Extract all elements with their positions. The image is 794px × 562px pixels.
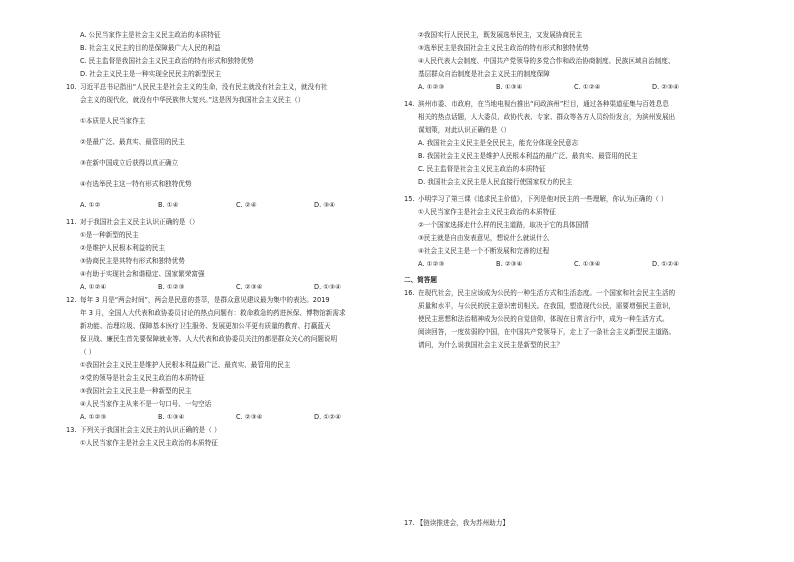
q13-item-3: ③选举民主是我国社会主义民主政治的特有形式和独特优势 xyxy=(418,44,589,52)
q16-text-1: 在现代社会，民主应该成为公民的一种生活方式和生活态度。一个国家和社会民主生活的 xyxy=(418,289,676,297)
q11-item-2: ②是维护人民根本利益的民主 xyxy=(80,244,166,252)
q9-option-b: B. 社会主义民主的目的是保障最广大人民的利益 xyxy=(80,44,221,52)
q11-choice-d: D. ①③④ xyxy=(314,283,342,291)
q17-number: 17. xyxy=(404,519,415,527)
q14-option-a: A. 我国社会主义民主是全民民主，能充分体现全民意志 xyxy=(418,139,579,147)
q10-choice-b: B. ①④ xyxy=(158,201,179,209)
q13-item-4: ④人民代表大会制度、中国共产党领导的多党合作和政治协商制度、民族区域自治制度、 xyxy=(418,57,675,65)
q13-choice-a: A. ①②③ xyxy=(418,83,445,91)
q16-number: 16. xyxy=(404,289,415,297)
q11-item-4: ④有助于实现社会和谐稳定、国家繁荣富强 xyxy=(80,270,205,278)
q16-text-4: 阅读回答，一度贫弱的中国，在中国共产党领导下，走上了一条社会主义新型民主道路。 xyxy=(418,328,676,336)
question-11 xyxy=(66,217,396,279)
q10-item-1: ①本质是人民当家作主 xyxy=(80,117,146,125)
q12-choice-b: B. ①③④ xyxy=(158,413,185,421)
q14-stem-1: 滨州市委、市政府，在当地电视台推出“问政滨州”栏目，通过各种渠道征集与百姓息息 xyxy=(418,100,669,108)
q13-item-1: ①人民当家作主是社会主义民主政治的本质特征 xyxy=(80,439,218,447)
q13-choice-c: C. ①②④ xyxy=(574,83,601,91)
q12-number: 12. xyxy=(66,296,77,304)
q11-item-3: ③协商民主是其特有形式和独特优势 xyxy=(80,257,185,265)
q10-item-4: ④有选举民主这一特有形式和独特优势 xyxy=(80,180,192,188)
q15-item-3: ③民主就是自由发表意见，想说什么就说什么 xyxy=(418,234,550,242)
q16-text-3: 使民主思想和法治精神成为公民的自觉信仰，体现在日常言行中，成为一种生活方式。 xyxy=(418,315,669,323)
q12-item-2: ②党的领导是社会主义民主政治的本质特征 xyxy=(80,374,205,382)
q13-choice-d: D. ②③④ xyxy=(652,83,680,91)
q14-option-d: D. 我国社会主义民主是人民直接行使国家权力的民主 xyxy=(418,178,573,186)
q15-number: 15. xyxy=(404,195,415,203)
q11-choices xyxy=(66,282,396,292)
q12-stem-5: （ ） xyxy=(80,348,96,356)
question-14 xyxy=(404,99,734,187)
q12-choice-c: C. ②③④ xyxy=(236,413,263,421)
q10-item-2: ②是最广泛、最真实、最管用的民主 xyxy=(80,138,185,146)
q12-item-1: ①我国社会主义民主是维护人民根本利益最广泛、最真实、最管用的民主 xyxy=(80,361,291,369)
left-column xyxy=(66,30,396,448)
q10-number: 10. xyxy=(66,83,77,91)
question-12 xyxy=(66,295,396,409)
q11-choice-b: B. ①②③ xyxy=(158,283,185,291)
q13-choices xyxy=(404,82,734,92)
q9-option-c: C. 民主监督是我国社会主义民主政治的特有形式和独特优势 xyxy=(80,57,254,65)
q11-choice-c: C. ②③④ xyxy=(236,283,263,291)
question-17 xyxy=(404,518,509,528)
q17-title: 【链读推进会，我为苏州助力】 xyxy=(416,519,509,527)
q11-stem: 对于我国社会主义民主认识正确的是（） xyxy=(80,218,199,226)
q13-item-2: ②我国实行人民民主，既发展选举民主，又发展协商民主 xyxy=(418,31,583,39)
q13-item-4-cont: 基层群众自治制度是社会主义民主的制度保障 xyxy=(418,70,550,78)
q14-option-c: C. 民主监督是社会主义民主政治的本质特征 xyxy=(418,165,546,173)
q9-option-a: A. 公民当家作主是社会主义民主政治的本质特征 xyxy=(80,31,221,39)
q15-choice-a: A. ①②③ xyxy=(418,260,445,268)
question-16 xyxy=(404,288,734,350)
q15-choice-c: C. ①③④ xyxy=(574,260,601,268)
q13-stem: 下列关于我国社会主义民主的认识正确的是（ ） xyxy=(80,426,221,434)
q12-stem-3: 新功能、治理垃圾、保障基本医疗卫生服务、发展更加公平更有质量的教育、打赢蓝天 xyxy=(80,322,331,330)
q12-choices xyxy=(66,412,396,422)
q15-item-4: ④社会主义民主是一个不断发展和完善的过程 xyxy=(418,247,550,255)
right-column xyxy=(404,30,734,350)
q12-choice-a: A. ①②③ xyxy=(80,413,107,421)
q16-text-5: 请问，为什么说我国社会主义民主是新型的民主？ xyxy=(418,341,564,349)
q9-option-d: D. 社会主义民主是一种实现全民民主的新型民主 xyxy=(80,70,222,78)
q12-item-4: ④人民当家作主从来不是一句口号、一句空话 xyxy=(80,400,212,408)
q11-item-1: ①是一种新型的民主 xyxy=(80,231,139,239)
section-heading-short-answer: 二、简答题 xyxy=(404,276,437,284)
q10-choice-a: A. ①② xyxy=(80,201,101,209)
q10-choice-d: D. ③④ xyxy=(314,201,336,209)
q12-choice-d: D. ①②④ xyxy=(314,413,342,421)
q11-choice-a: A. ①②④ xyxy=(80,283,107,291)
q13-choice-b: B. ①③④ xyxy=(496,83,523,91)
q15-choice-d: D. ①②④ xyxy=(652,260,680,268)
q12-stem-1: 每年 3 月是“两会时间”，两会是民意的荟萃，是群众意见建议最为集中的表达。2019 xyxy=(80,296,330,304)
q15-item-1: ①人民当家作主是社会主义民主政治的本质特征 xyxy=(418,208,556,216)
q10-choices xyxy=(66,200,396,210)
question-13 xyxy=(66,425,396,448)
q12-stem-2: 年 3 月，全国人大代表和政协委员讨论的热点问题有：救命救急的药进医保、博物馆新需求 xyxy=(80,309,346,317)
q10-stem-1: 习近平总书记指出“人民民主是社会主义的生命，没有民主就没有社会主义，就没有社 xyxy=(80,83,328,91)
q12-item-3: ③我国社会主义民主是一种新型的民主 xyxy=(80,387,192,395)
q10-stem-2: 会主义的现代化，就没有中华民族伟大复兴。”这是因为我国社会主义民主（） xyxy=(80,96,305,104)
q16-text-2: 质量和水平，与公民的民主意识密切相关。在我国，塑造现代公民，需要增强民主意识， xyxy=(418,302,676,310)
q10-item-3: ③在新中国成立后获得以真正确立 xyxy=(80,159,179,167)
q14-number: 14. xyxy=(404,100,415,108)
q10-choice-c: C. ②④ xyxy=(236,201,257,209)
question-15 xyxy=(404,194,734,256)
q15-item-2: ②一个国家选择走什么样的民主道路，取决于它的具体国情 xyxy=(418,221,589,229)
q15-choices xyxy=(404,259,734,269)
q11-number: 11. xyxy=(66,218,77,226)
q13-number: 13. xyxy=(66,426,77,434)
q14-stem-2: 相关的热点话题，人大委员、政协代表、专家、群众等各方人员纷纷发言，为滨州发展出 xyxy=(418,113,676,121)
q15-choice-b: B. ②③④ xyxy=(496,260,523,268)
q15-stem: 小明学习了第三课《追求民主价值》，下列是他对民主的一些理解，你认为正确的（ ） xyxy=(418,195,668,203)
q14-stem-3: 谋划策，对此认识正确的是（） xyxy=(418,126,511,134)
question-10 xyxy=(66,82,396,189)
q12-stem-4: 保卫战、廉民生首先要保障就业等。人大代表和政协委员关注的都是群众关心的问题说明 xyxy=(80,335,338,343)
q14-option-b: B. 我国社会主义民主是维护人民根本利益的最广泛、最真实、最管用的民主 xyxy=(418,152,638,160)
